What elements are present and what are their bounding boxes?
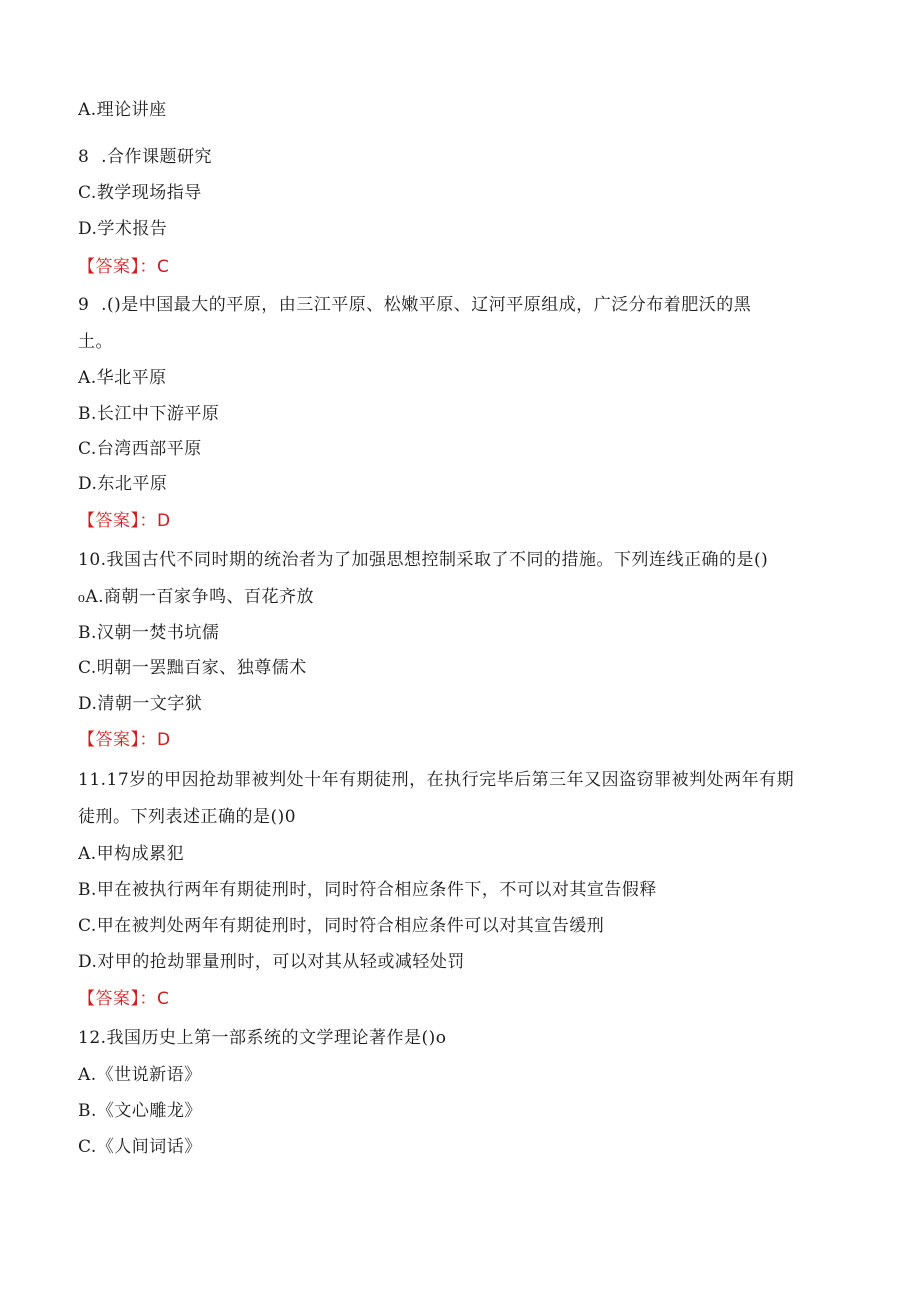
q12-option-b: B.《文心雕龙》	[78, 1101, 202, 1121]
q7-option-b: 8 .合作课题研究	[78, 147, 213, 167]
q7-option-d: D.学术报告	[78, 219, 168, 239]
q12-option-c: C.《人间词话》	[78, 1137, 202, 1157]
q11-answer: 【答案】：C	[78, 989, 170, 1009]
q10-option-a: ₀A.商朝一百家争鸣、百花齐放	[78, 587, 314, 607]
q11-stem-line1: 11.17岁的甲因抢劫罪被判处十年有期徒刑，在执行完毕后第三年又因盗窃罪被判处两年有期	[78, 770, 795, 790]
q11-option-c: C.甲在被判处两年有期徒刑时，同时符合相应条件可以对其宣告缓刑	[78, 916, 605, 936]
q10-option-c: C.明朝一罢黜百家、独尊儒术	[78, 658, 307, 678]
q10-answer: 【答案】：D	[78, 730, 171, 750]
q9-stem-line2: 土。	[78, 332, 113, 352]
q9-option-d: D.东北平原	[78, 474, 168, 494]
q10-stem-line1: 10.我国古代不同时期的统治者为了加强思想控制采取了不同的措施。下列连线正确的是()	[78, 550, 769, 570]
q11-option-a: A.甲构成累犯	[78, 844, 185, 864]
q11-option-d: D.对甲的抢劫罪量刑时，可以对其从轻或减轻处罚	[78, 952, 465, 972]
q9-option-c: C.台湾西部平原	[78, 439, 202, 459]
q11-stem-line2: 徒刑。下列表述正确的是()0	[78, 807, 297, 827]
q9-option-a: A.华北平原	[78, 368, 167, 388]
q7-answer: 【答案】：C	[78, 257, 170, 277]
q10-option-d: D.清朝一文字狱	[78, 694, 203, 714]
q12-stem-line1: 12.我国历史上第一部系统的文学理论著作是()o	[78, 1028, 447, 1048]
q12-option-a: A.《世说新语》	[78, 1065, 202, 1085]
q7-option-a: A.理论讲座	[78, 100, 167, 120]
q9-stem-line1: 9 .()是中国最大的平原，由三江平原、松嫩平原、辽河平原组成，广泛分布着肥沃的黑	[78, 295, 752, 315]
q9-answer: 【答案】：D	[78, 511, 171, 531]
q10-option-b: B.汉朝一焚书坑儒	[78, 623, 220, 643]
q7-option-c: C.教学现场指导	[78, 183, 202, 203]
q9-option-b: B.长江中下游平原	[78, 404, 220, 424]
q11-option-b: B.甲在被执行两年有期徒刑时，同时符合相应条件下，不可以对其宣告假释	[78, 880, 657, 900]
